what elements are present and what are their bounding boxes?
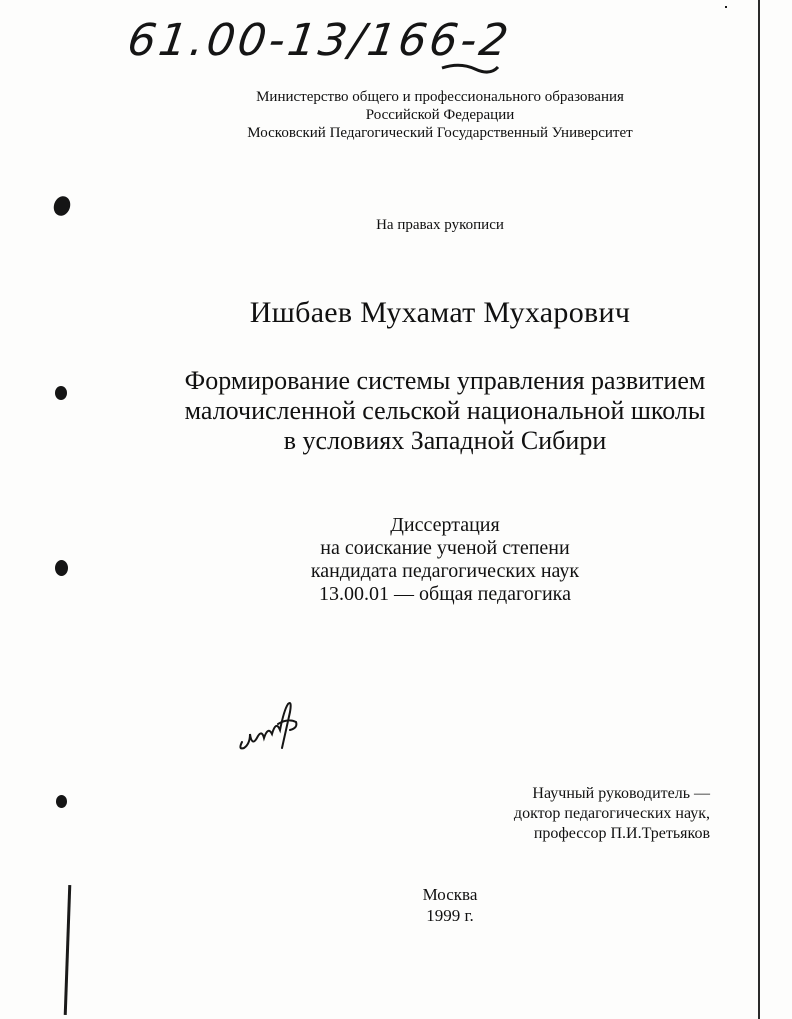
archive-code: 61.00-13/166-2 [124, 15, 515, 66]
ministry-line: Российской Федерации [365, 107, 515, 123]
supervisor-line: профессор П.И.Третьяков [533, 825, 710, 842]
degree-info [90, 514, 792, 606]
binding-hole-icon [51, 194, 73, 218]
signature-icon [236, 690, 306, 760]
dissertation-title [50, 366, 792, 456]
manuscript-rights: На правах рукописи [376, 217, 504, 233]
degree-line: на соискание ученой степени [320, 537, 570, 559]
binding-hole-icon [56, 795, 67, 808]
author-name: Ишбаев Мухамат Мухарович [249, 296, 631, 329]
binding-hole-icon [55, 560, 68, 576]
archive-code-underline [440, 60, 500, 74]
scan-border-top [725, 6, 727, 8]
supervisor-line: доктор педагогических наук, [513, 805, 710, 822]
supervisor-line: Научный руководитель — [532, 785, 710, 802]
scan-border-right [758, 0, 760, 1019]
degree-line: Диссертация [390, 514, 500, 536]
place-and-year [0, 884, 792, 926]
degree-line: 13.00.01 — общая педагогика [319, 583, 571, 605]
title-line: Формирование системы управления развитием [184, 366, 706, 395]
ministry-line: Московский Педагогический Государственный Университет [247, 125, 633, 141]
degree-line: кандидата педагогических наук [310, 560, 580, 582]
title-line: в условиях Западной Сибири [283, 426, 607, 455]
city: Москва [422, 885, 478, 904]
supervisor-block [470, 784, 710, 844]
year: 1999 г. [426, 906, 474, 925]
title-line: малочисленной сельской национальной школы [184, 396, 706, 425]
ministry-line: Министерство общего и профессионального образования [256, 89, 624, 105]
ministry-header [80, 88, 792, 142]
